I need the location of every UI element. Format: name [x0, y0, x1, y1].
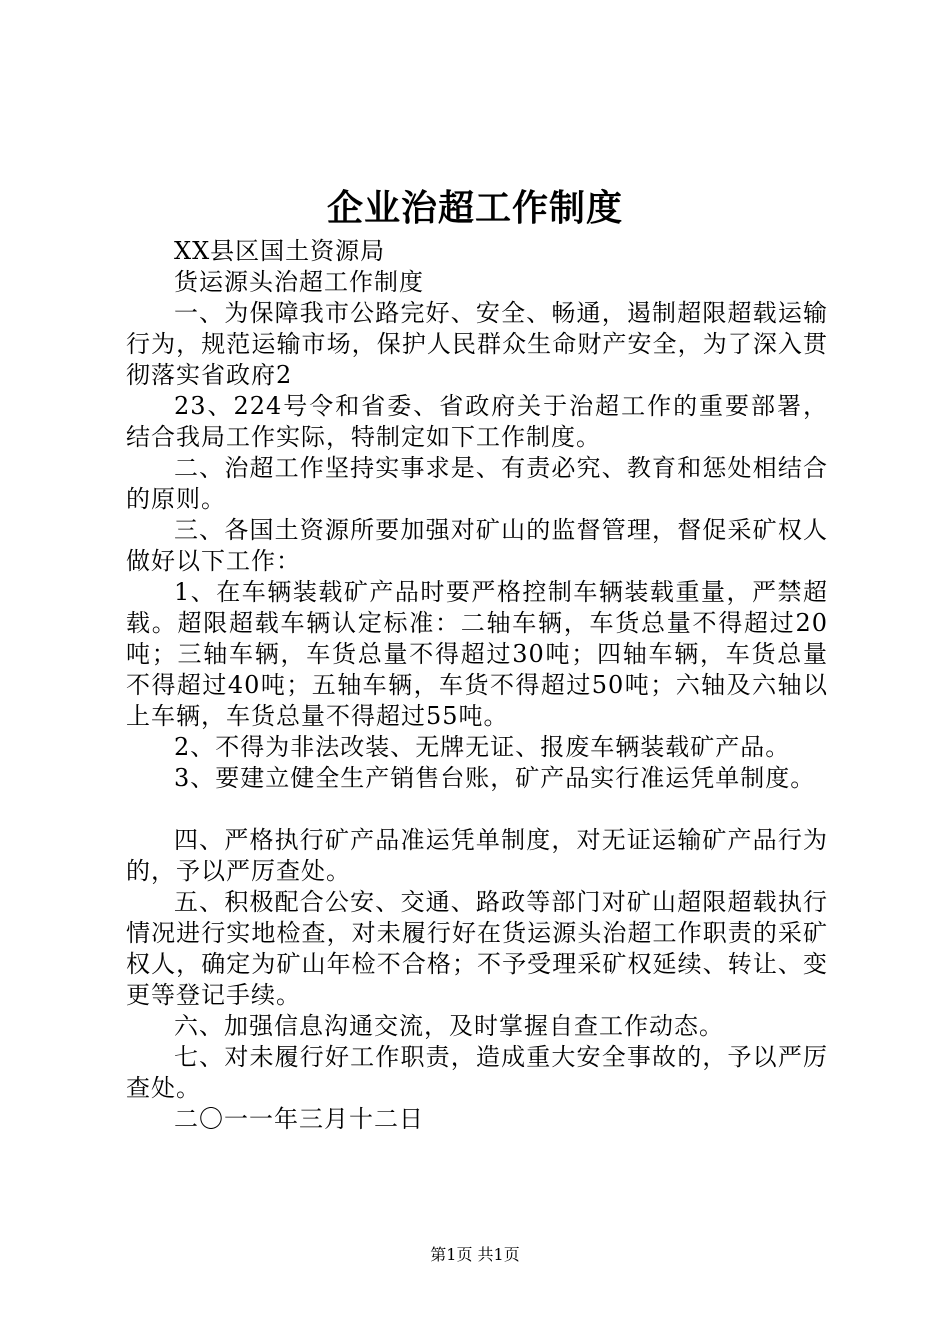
paragraph-issuer: XX县区国土资源局 — [174, 237, 386, 265]
paragraph-item-2: 二、治超工作坚持实事求是、有责必究、教育和惩处相结合的原则。 — [126, 454, 828, 513]
paragraph-item-6: 六、加强信息沟通交流，及时掌握自查工作动态。 — [174, 1012, 724, 1040]
paragraph-date: 二〇一一年三月十二日 — [174, 1105, 424, 1133]
paragraph-item-4: 四、严格执行矿产品准运凭单制度，对无证运输矿产品行为的，予以严厉查处。 — [126, 826, 828, 885]
paragraph-sub-item-3: 3、要建立健全生产销售台账，矿产品实行准运凭单制度。 — [174, 764, 816, 792]
page-number-footer: 第1页 共1页 — [430, 1245, 520, 1264]
paragraph-item-1-continued: 23、224号令和省委、省政府关于治超工作的重要部署，结合我局工作实际，特制定如下工作制度。 — [126, 392, 828, 451]
paragraph-subtitle: 货运源头治超工作制度 — [174, 268, 424, 296]
paragraph-item-3: 三、各国土资源所要加强对矿山的监督管理，督促采矿权人做好以下工作： — [126, 516, 828, 575]
document-title: 企业治超工作制度 — [326, 187, 623, 229]
paragraph-sub-item-1: 1、在车辆装载矿产品时要严格控制车辆装载重量，严禁超载。超限超载车辆认定标准：二轴车辆，车货总量不得超过20吨；三轴车辆，车货总量不得超过30吨；四轴车辆，车货总量不得超过40吨；五轴车辆，车货不得超过50吨；六轴及六轴以上车辆，车货总量不得超过55吨。 — [126, 578, 828, 730]
document-body — [126, 236, 828, 1135]
paragraph-item-1: 一、为保障我市公路完好、安全、畅通，遏制超限超载运输行为，规范运输市场，保护人民群众生命财产安全，为了深入贯彻落实省政府2 — [126, 299, 828, 389]
paragraph-item-5: 五、积极配合公安、交通、路政等部门对矿山超限超载执行情况进行实地检查，对未履行好在货运源头治超工作职责的采矿权人，确定为矿山年检不合格；不予受理采矿权延续、转让、变更等登记手续。 — [126, 888, 828, 1009]
paragraph-item-7: 七、对未履行好工作职责，造成重大安全事故的，予以严厉查处。 — [126, 1043, 828, 1102]
paragraph-sub-item-2: 2、不得为非法改装、无牌无证、报废车辆装载矿产品。 — [174, 733, 791, 761]
